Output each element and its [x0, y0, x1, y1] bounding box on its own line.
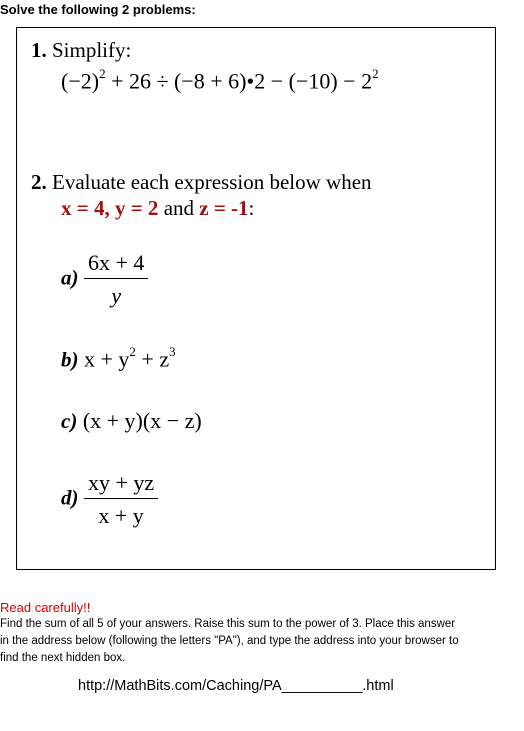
instruction-line: Find the sum of all 5 of your answers. Raise this sum to the power of 3. Place this answer — [0, 618, 456, 630]
denominator: x + y — [98, 503, 144, 528]
denominator-text: y — [111, 283, 122, 308]
z-condition: z = -1 — [199, 196, 249, 220]
part-c — [61, 408, 202, 434]
part-a-letter: a) — [61, 265, 79, 290]
problem-1-label: Simplify: — [52, 38, 132, 62]
expr-part: (−2) — [61, 68, 100, 94]
exponent: 2 — [129, 344, 136, 359]
instruction-line: find the next hidden box. — [0, 652, 126, 664]
problem-2-title — [31, 170, 372, 195]
expr-part: + z — [135, 346, 170, 372]
expr-part: + 26 ÷ (−8 + 6)•2 − (−10) − 2 — [105, 68, 373, 94]
problem-2-label: Evaluate each expression below when — [52, 170, 372, 194]
problem-1-title — [31, 38, 131, 63]
expr-part: x + y — [84, 346, 130, 372]
part-c-letter: c) — [61, 409, 78, 433]
read-carefully: Read carefully!! — [0, 600, 91, 615]
problem-2-number: 2. — [31, 170, 47, 194]
instructions-text — [0, 616, 524, 667]
denominator — [84, 279, 148, 309]
exponent: 2 — [372, 66, 379, 81]
part-b — [61, 346, 176, 372]
exponent: 3 — [169, 344, 176, 359]
part-d-fraction — [84, 470, 158, 529]
xy-condition: x = 4, y = 2 — [61, 196, 159, 220]
part-d — [61, 470, 158, 529]
part-d-letter: d) — [61, 485, 79, 510]
expr-part: (x + y)(x − z) — [82, 408, 202, 433]
instructions-heading: Solve the following 2 problems: — [0, 2, 196, 17]
problem-1-expression — [61, 68, 379, 94]
colon: : — [248, 196, 255, 220]
answer-url: http://MathBits.com/Caching/PA__________.html — [78, 678, 394, 694]
part-b-letter: b) — [61, 347, 79, 372]
numerator: 6x + 4 — [88, 250, 145, 275]
part-a-fraction — [84, 250, 148, 309]
numerator: xy + yz — [88, 470, 155, 495]
instruction-line: in the address below (following the letters "PA"), and type the address into your browser to — [0, 635, 459, 647]
problems-box — [16, 27, 496, 570]
problem-2-conditions — [61, 196, 254, 221]
exponent: 2 — [99, 66, 106, 81]
part-a — [61, 250, 148, 309]
problem-1-number: 1. — [31, 38, 47, 62]
and-word: and — [163, 196, 195, 220]
